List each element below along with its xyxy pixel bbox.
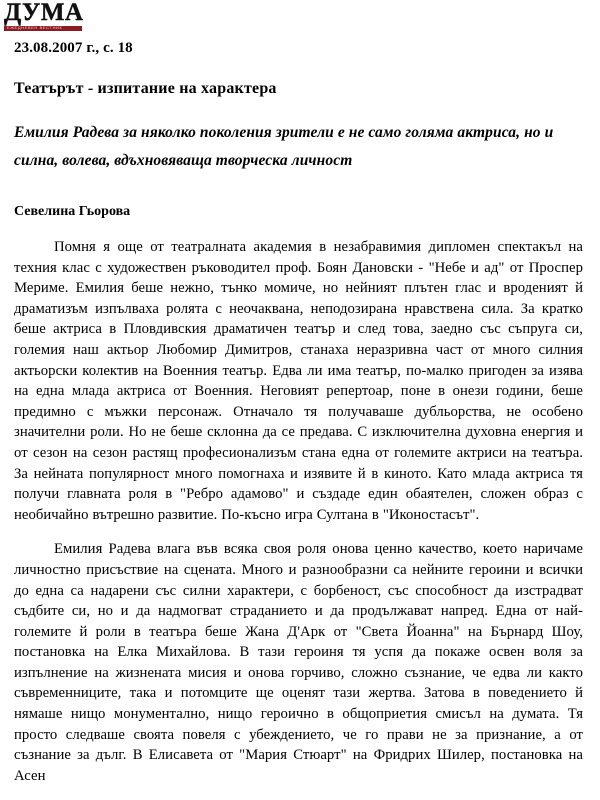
masthead-color-rule xyxy=(4,26,82,31)
masthead xyxy=(0,0,600,57)
article-headline: Театърът - изпитание на характера xyxy=(14,80,277,97)
article-byline: Севелина Гьорова xyxy=(14,204,131,219)
article-body xyxy=(0,79,600,786)
paragraph: Помня я още от театралната академия в незабравимия дипломен спектакъл на техния клас с художествен ръководител проф. Боян Дановски - "Небе и ад" от Проспер Мериме. Емилия беше нежно, тънко момиче, но нейният плътен глас и вроденият й драматизъм изпълваха ролята с неочаквана, неподозирана нравствена сила. За кратко беше актриса в Пловдивския драматичен театър и след това, заедно със съпруга си, големия наш актьор Любомир Димитров, станаха неразривна част от много силния актьорски колектив на Военния театър. Едва ли има театър, по-малко пригоден за изява на една млада актриса от Военния. Неговият репертоар, поне в онези години, беше предимно с мъжки персонаж. Отначало тя получаваше дубльорства, не особено значителни роли. Но не беше склонна да се предава. С изключителна духовна енергия и от сезон на сезон растящ професионализъм стана една от големите актриси на театъра. За нейната популярност много помогнаха и изявите й в киното. Като млада актриса тя получи главната роля в "Ребро адамово" и създаде един обаятелен, сложен образ с необичайно вътрешно развитие. По-късно игра Султана в "Иконостасът". xyxy=(14,239,583,523)
paragraph: Емилия Радева влага във всяка своя роля онова ценно качество, което наричаме личностно присъствие на сцената. Много и разнообразни са нейните героини и всички до една са надарени със силни характери, с борбеност, със способност да изстрадват съдбите си, но и да надмогват страданието и да продължават напред. Една от най-големите й роли в театъра беше Жана Д'Арк от "Света Йоанна" на Бърнард Шоу, постановка на Елка Михайлова. В тази героиня тя успя да покаже освен воля за изпълнение на жизнената мисия и онова горчиво, сложно съзнание, че едва ли както съвременниците, така и потомците ще оценят тази жертва. Затова в поведението й нямаше нищо монументално, нищо героично в общоприетия смисъл на думата. Тя просто следваше своята повеля с убеждението, че го прави не за признание, а от съзнание за дълг. В Елисавета от "Мария Стюарт" на Фридрих Шилер, постановка на Асен xyxy=(14,541,583,784)
issue-date-page: 23.08.2007 г., с. 18 xyxy=(14,40,133,56)
masthead-microtext: ЕЖЕДНЕВЕН ВЕСТНИК xyxy=(7,26,63,30)
article-text xyxy=(14,237,583,786)
article-standfirst: Емилия Радева за няколко поколения зрители е не само голяма актриса, но и силна, волева, вдъхновяваща творческа личност xyxy=(14,124,554,169)
newspaper-wordmark: ДУМА xyxy=(4,0,84,26)
newspaper-logo xyxy=(2,1,88,31)
